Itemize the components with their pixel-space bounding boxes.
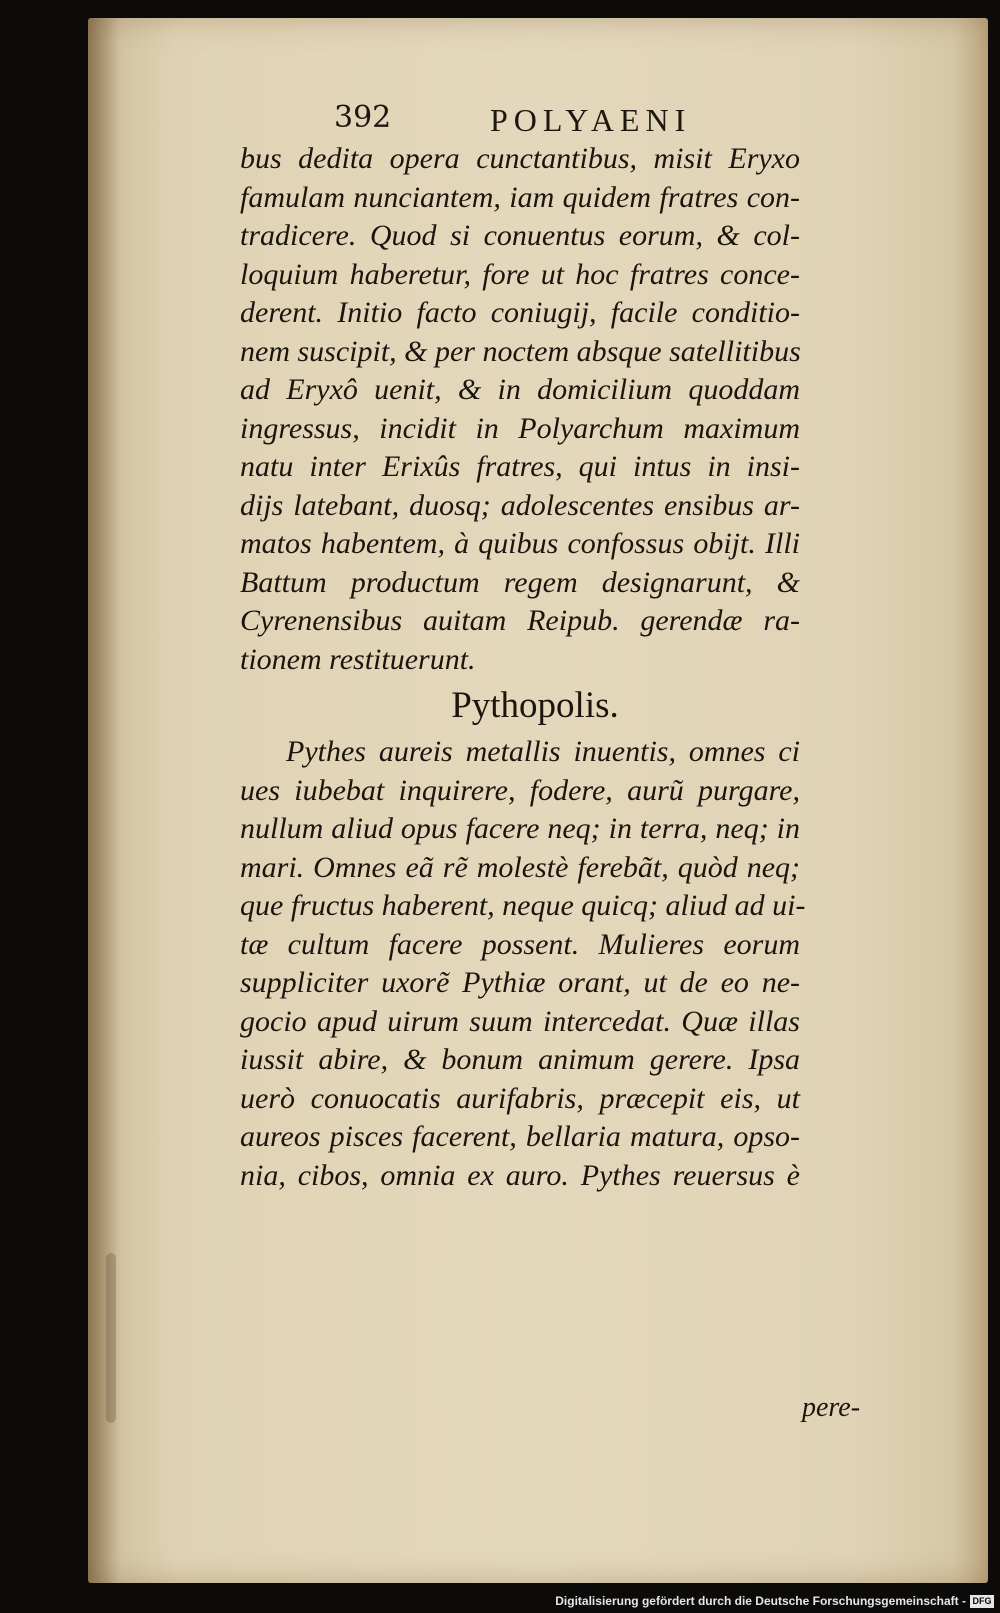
text-line: nullum aliud opus facere neq; in terra, neq; in bbox=[240, 812, 800, 845]
footer-bar bbox=[0, 1592, 1000, 1613]
text-line: Battum productum regem designarunt, & bbox=[240, 565, 800, 599]
text-line: natu inter Erixûs fratres, qui intus in insi- bbox=[240, 450, 800, 483]
text-line: ues iubebat inquirere, fodere, aurũ purgare, bbox=[240, 773, 800, 807]
text-line: suppliciter uxorẽ Pythiæ orant, ut de eo ne- bbox=[240, 966, 800, 999]
text-line: Cyrenensibus auitam Reipub. gerendæ ra- bbox=[240, 604, 800, 637]
text-line: matos habentem, à quibus confossus obijt. Illi bbox=[240, 527, 800, 560]
page-number: 392 bbox=[334, 100, 392, 135]
text-line: ad Eryxô uenit, & in domicilium quoddam bbox=[240, 373, 800, 406]
funding-credit: Digitalisierung gefördert durch die Deutsche Forschungsgemeinschaft - bbox=[555, 1594, 966, 1608]
dfg-logo: DFG bbox=[970, 1595, 994, 1608]
text-line: Pythes aureis metallis inuentis, omnes ci bbox=[286, 735, 800, 768]
main-text bbox=[240, 140, 806, 1195]
text-line: iussit abire, & bonum animum gerere. Ipsa bbox=[240, 1043, 800, 1076]
text-line: uerò conuocatis aurifabris, præcepit eis, ut bbox=[240, 1081, 800, 1115]
text-line: nia, cibos, omnia ex auro. Pythes reuersus è bbox=[240, 1158, 800, 1192]
text-line: nem suscipit, & per noctem absque satellitibus bbox=[240, 334, 801, 368]
catchword: pere- bbox=[802, 1392, 861, 1423]
text-line: mari. Omnes eã rẽ molestè ferebãt, quòd neq; bbox=[240, 850, 800, 884]
text-line: tæ cultum facere possent. Mulieres eorum bbox=[240, 927, 800, 961]
text-line: aureos pisces facerent, bellaria matura, opso- bbox=[240, 1120, 800, 1153]
section-heading: Pythopolis. bbox=[451, 685, 619, 726]
text-line: tradicere. Quod si conuentus eorum, & col- bbox=[240, 219, 800, 252]
text-line: que fructus haberent, neque quicq; aliud ad ui- bbox=[240, 889, 806, 922]
text-line: loquium haberetur, fore ut hoc fratres conce- bbox=[240, 257, 800, 291]
text-line: dijs latebant, duosq; adolescentes ensibus ar- bbox=[240, 488, 800, 522]
text-line: famulam nunciantem, iam quidem fratres con- bbox=[240, 180, 800, 214]
text-line: ingressus, incidit in Polyarchum maximum bbox=[240, 411, 800, 445]
running-title: POLYAENI bbox=[490, 102, 692, 138]
page-stain bbox=[106, 1253, 116, 1423]
text-line: derent. Initio facto coniugij, facile conditio- bbox=[240, 296, 800, 329]
text-line: bus dedita opera cunctantibus, misit Eryxo bbox=[240, 142, 800, 175]
text-line: tionem restituerunt. bbox=[240, 642, 476, 676]
text-line: gocio apud uirum suum intercedat. Quæ illas bbox=[240, 1004, 800, 1038]
